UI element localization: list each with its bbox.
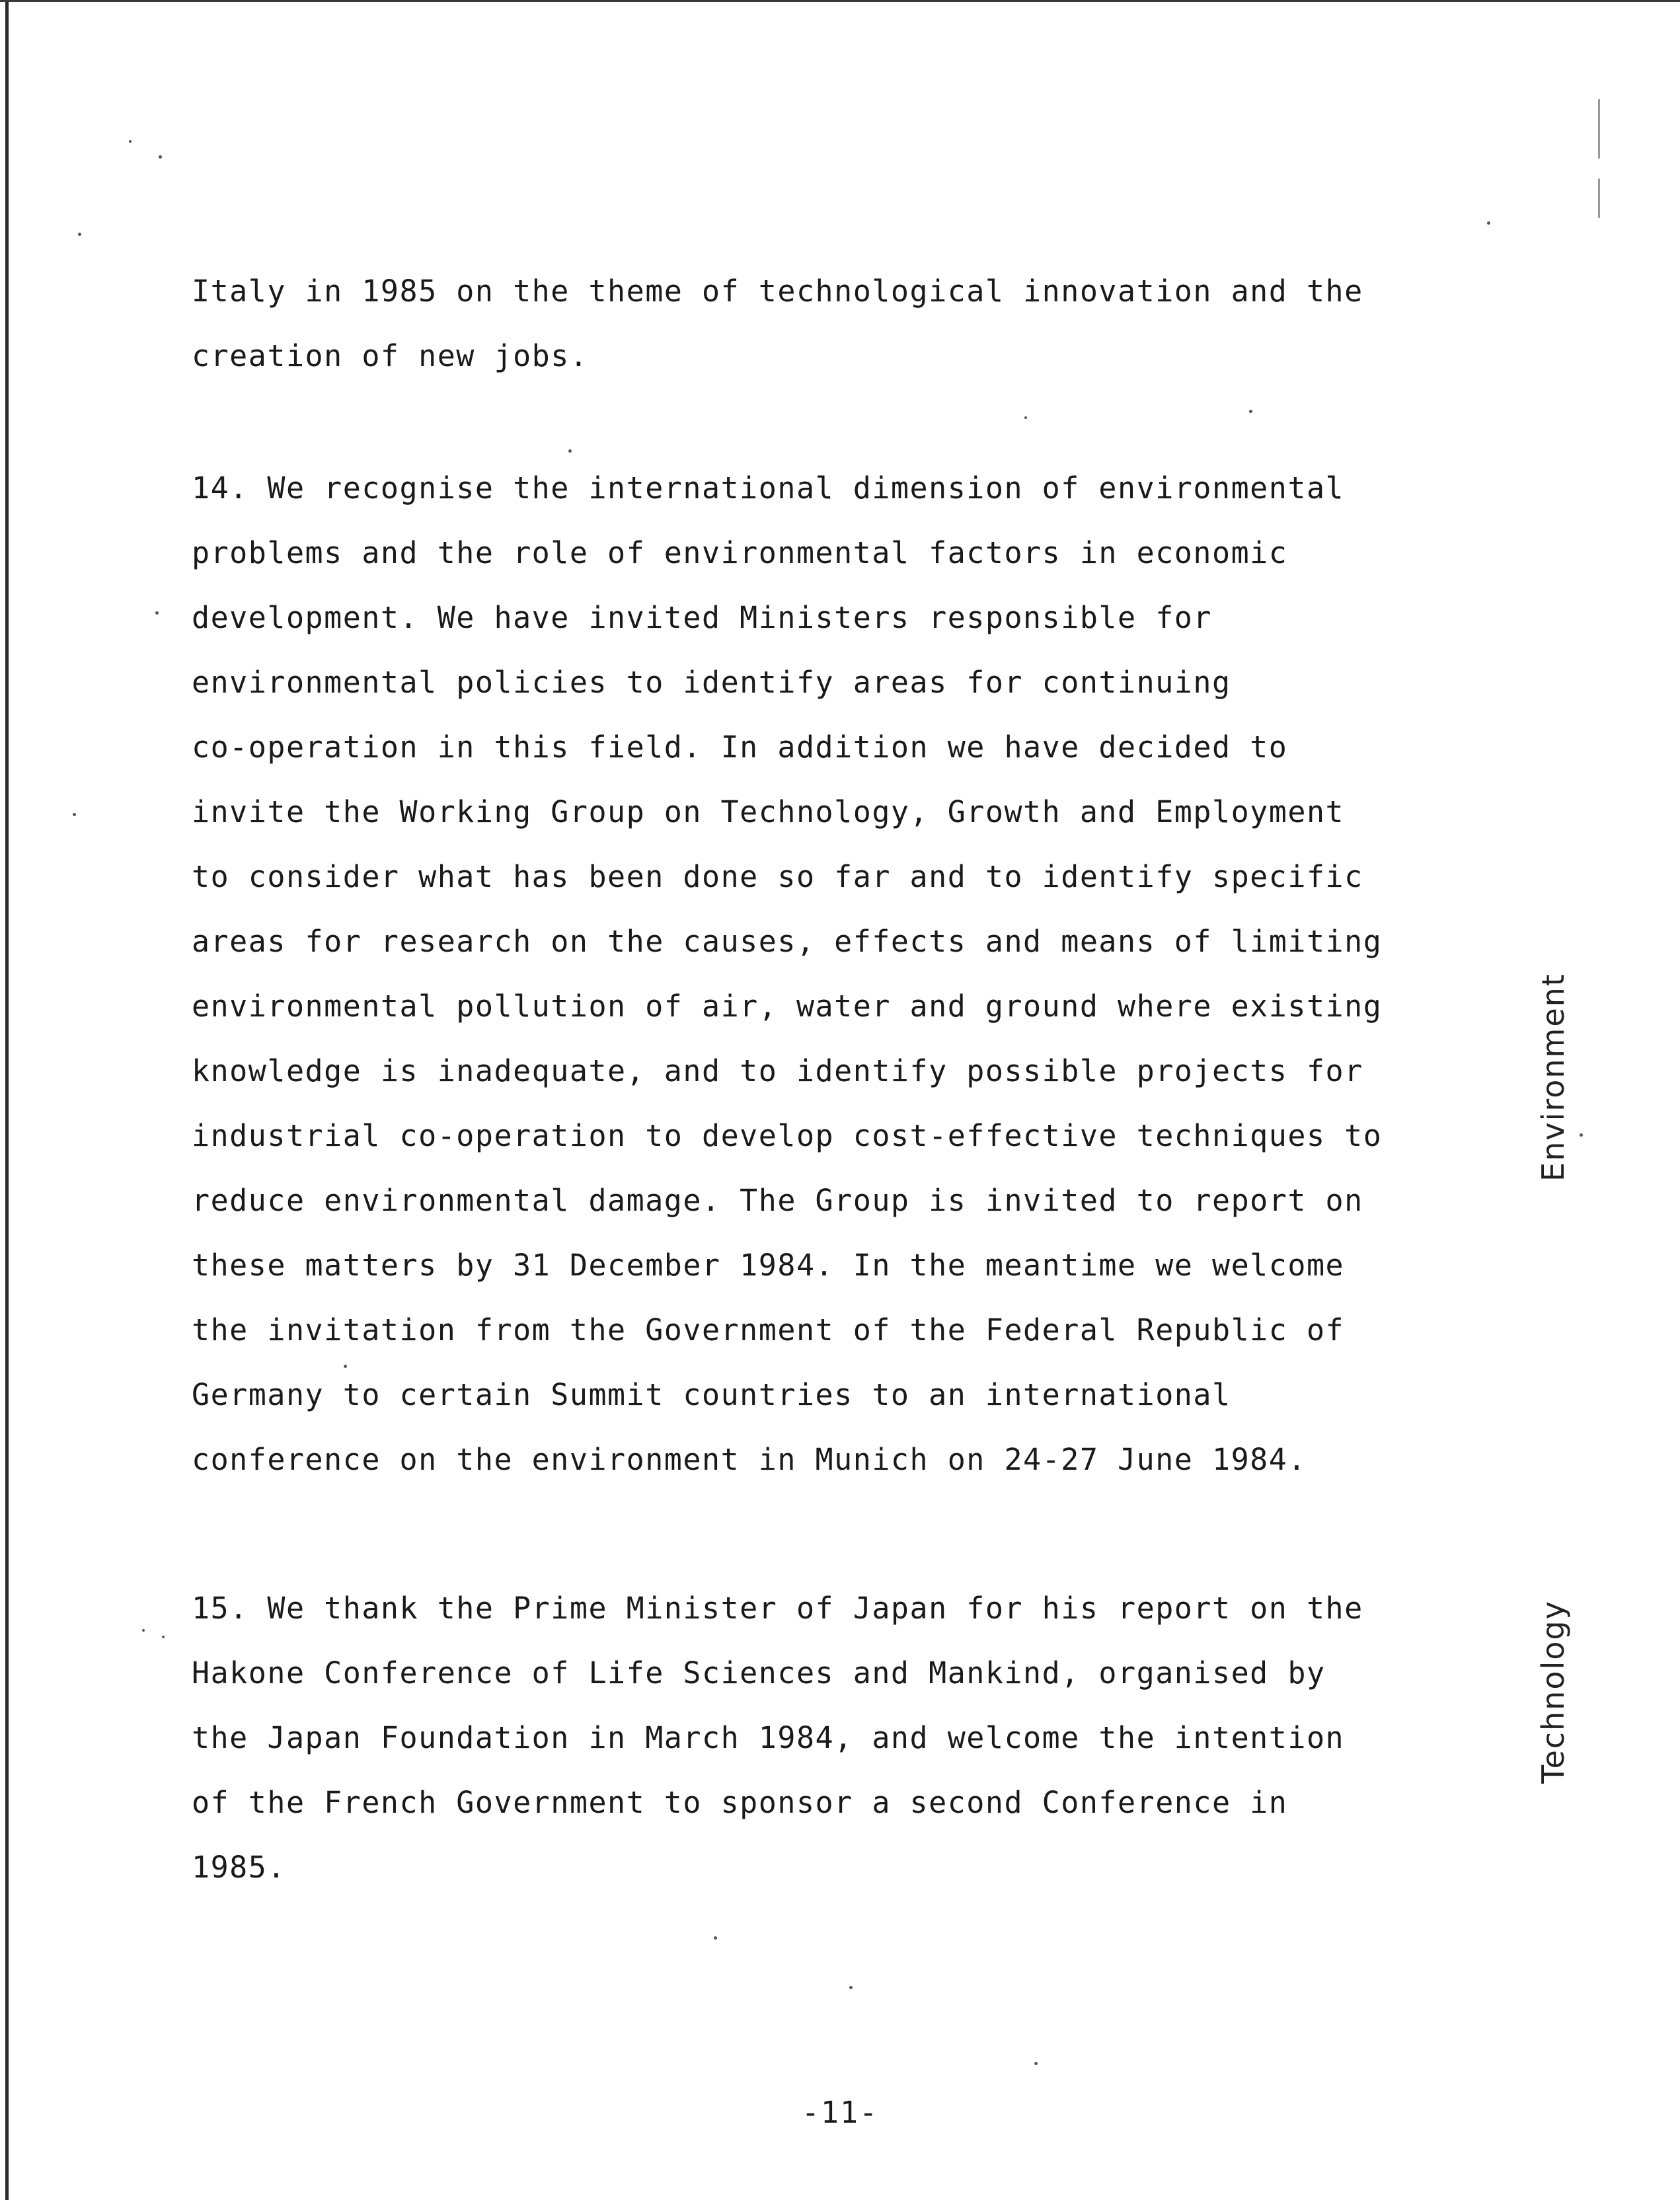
scan-speck [159,155,162,159]
scan-edge-rule [5,0,9,2200]
page-number: -11- [801,2095,879,2130]
scan-speck [73,813,76,816]
paragraph-14 [192,456,1487,1492]
text-line: to consider what has been done so far and to identify specific [192,859,1363,894]
margin-note-technology: Technology [1535,1600,1571,1784]
paragraph-15 [192,1576,1487,1900]
text-line: problems and the role of environmental factors in economic [192,535,1288,570]
text-line: 15. We thank the Prime Minister of Japan for his report on the [192,1591,1363,1626]
text-line: conference on the environment in Munich on 24-27 June 1984. [192,1442,1307,1477]
text-line: creation of new jobs. [192,338,589,373]
scan-speck [568,449,572,453]
text-line: development. We have invited Ministers responsible for [192,600,1212,635]
scan-speck [1598,99,1600,159]
scan-speck [1580,1133,1583,1137]
scan-speck [1598,178,1600,218]
scan-speck [1034,2062,1038,2065]
scan-speck [155,611,159,615]
text-line: areas for research on the causes, effects and means of limiting [192,924,1383,959]
text-line: knowledge is inadequate, and to identify possible projects for [192,1053,1363,1088]
text-line: of the French Government to sponsor a second Conference in [192,1785,1288,1820]
text-line: 1985. [192,1850,286,1885]
scan-speck [1024,416,1027,419]
text-line: the invitation from the Government of the Federal Republic of [192,1312,1345,1347]
scan-speck [849,1986,853,1989]
scan-speck [162,1636,165,1638]
text-line: Hakone Conference of Life Sciences and Mankind, organised by [192,1655,1326,1690]
scan-speck [1487,221,1490,225]
continuation-text [192,259,1487,389]
text-line: Germany to certain Summit countries to an international [192,1377,1231,1412]
text-line: environmental policies to identify areas for continuing [192,665,1231,700]
text-line: co-operation in this field. In addition we have decided to [192,730,1288,765]
scan-speck [1249,410,1252,413]
text-line: environmental pollution of air, water and ground where existing [192,989,1383,1024]
scan-top-rule [0,0,1680,2]
margin-note-environment: Environment [1535,973,1571,1182]
text-line: 14. We recognise the international dimension of environmental [192,471,1345,506]
text-line: these matters by 31 December 1984. In the meantime we welcome [192,1248,1345,1283]
scan-speck [142,1629,145,1632]
scan-speck [129,140,132,143]
scan-speck [78,233,81,236]
text-line: Italy in 1985 on the theme of technological innovation and the [192,274,1363,309]
text-line: industrial co-operation to develop cost-effective techniques to [192,1118,1383,1153]
text-line: reduce environmental damage. The Group is invited to report on [192,1183,1363,1218]
text-line: invite the Working Group on Technology, Growth and Employment [192,794,1345,829]
text-line: the Japan Foundation in March 1984, and welcome the intention [192,1720,1345,1755]
scan-speck [714,1936,717,1940]
